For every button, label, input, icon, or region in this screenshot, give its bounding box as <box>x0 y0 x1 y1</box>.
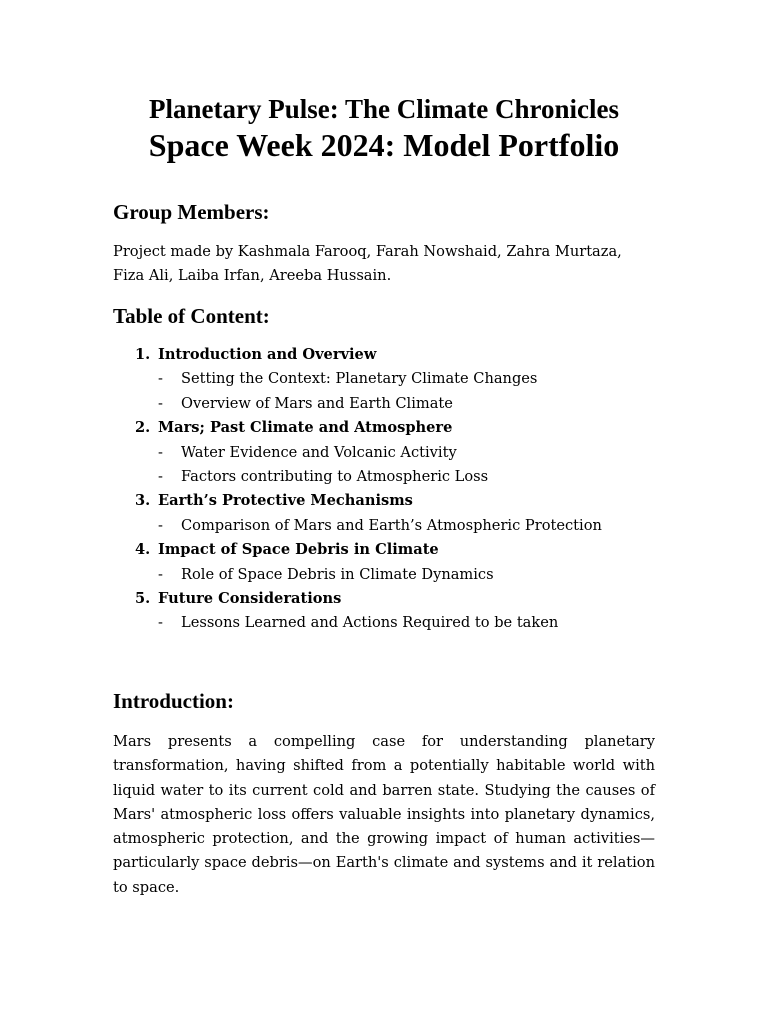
toc-subitem-label: Lessons Learned and Actions Required to be taken <box>181 614 559 632</box>
table-of-contents <box>113 343 673 636</box>
toc-subitem-marker: - <box>158 370 163 388</box>
introduction-heading: Introduction: <box>113 689 234 713</box>
toc-subitem-marker: - <box>158 443 163 461</box>
toc-subitem-marker: - <box>158 516 163 534</box>
toc-item-label: Impact of Space Debris in Climate <box>158 541 439 559</box>
toc-item-label: Introduction and Overview <box>158 346 377 363</box>
toc-heading: Table of Content: <box>113 304 270 328</box>
document-title: Planetary Pulse: The Climate Chronicles <box>149 94 619 124</box>
toc-subitem-label: Factors contributing to Atmospheric Loss <box>181 467 489 485</box>
toc-item-number: 1. <box>135 346 151 363</box>
toc-subitem-label: Setting the Context: Planetary Climate Changes <box>181 370 538 388</box>
toc-item-number: 3. <box>135 492 151 510</box>
toc-item-number: 5. <box>135 589 151 607</box>
toc-subitem <box>113 514 673 538</box>
toc-subitem-label: Water Evidence and Volcanic Activity <box>181 443 457 461</box>
toc-subitem <box>113 392 673 416</box>
toc-item <box>113 538 673 562</box>
toc-subitem-label: Overview of Mars and Earth Climate <box>181 394 453 412</box>
toc-subitem-label: Comparison of Mars and Earth’s Atmospheric Protection <box>181 516 602 534</box>
toc-subitem <box>113 611 673 635</box>
toc-item-number: 2. <box>135 419 151 437</box>
toc-subitem-marker: - <box>158 614 163 632</box>
toc-subitem <box>113 441 673 465</box>
introduction-text: Mars presents a compelling case for understanding planetary transformation, having shifted from a potentially habitable world with liquid water to its current cold and barren state. Studying the causes of Mars' atmospheric loss offers valuable insights into planetary dynamics, atmospheric protection, and the growing impact of human activities—particularly space debris—on Earth's climate and systems and it relation to space. <box>113 733 655 896</box>
toc-subitem <box>113 563 673 587</box>
toc-item-label: Earth’s Protective Mechanisms <box>158 492 413 510</box>
toc-item <box>113 343 673 367</box>
toc-subitem-marker: - <box>158 394 163 412</box>
toc-item <box>113 587 673 611</box>
toc-subitem-label: Role of Space Debris in Climate Dynamics <box>181 565 494 583</box>
toc-subitem <box>113 465 673 489</box>
toc-subitem-marker: - <box>158 565 163 583</box>
group-members-heading: Group Members: <box>113 200 270 224</box>
toc-item <box>113 416 673 440</box>
toc-item-number: 4. <box>135 541 151 559</box>
document-subtitle: Space Week 2024: Model Portfolio <box>148 127 620 163</box>
toc-item <box>113 489 673 513</box>
toc-item-label: Future Considerations <box>158 589 342 607</box>
group-members-text: Project made by Kashmala Farooq, Farah Nowshaid, Zahra Murtaza, Fiza Ali, Laiba Irfan, Areeba Hussain. <box>113 243 622 285</box>
toc-subitem <box>113 367 673 391</box>
toc-item-label: Mars; Past Climate and Atmosphere <box>158 419 453 437</box>
toc-subitem-marker: - <box>158 467 163 485</box>
